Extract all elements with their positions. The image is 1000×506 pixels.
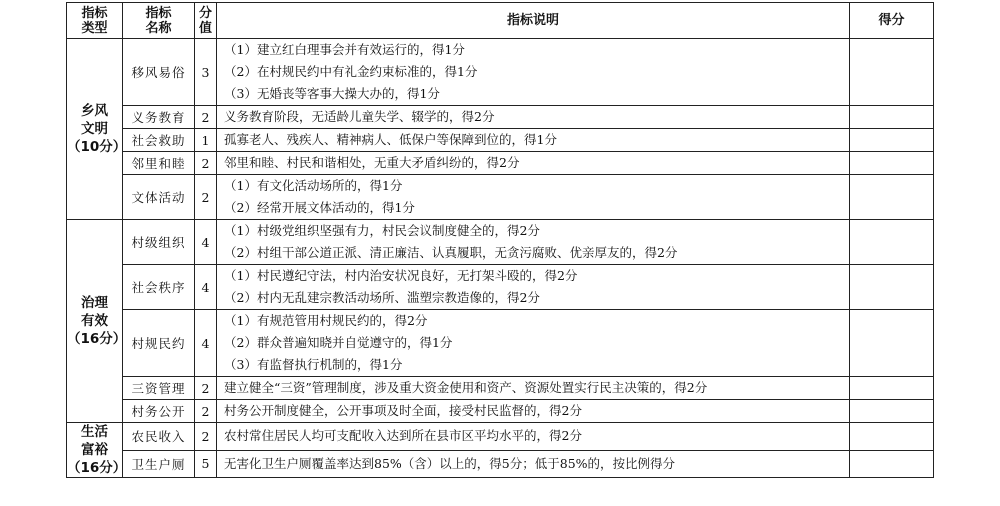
description-line: （1）有文化活动场所的，得1分 (224, 178, 403, 193)
description-line: （3）有监督执行机制的，得1分 (224, 357, 403, 372)
table-row (67, 106, 934, 129)
table-row (67, 175, 934, 220)
indicator-points: 2 (195, 152, 217, 175)
indicator-description (217, 152, 850, 175)
indicator-description (217, 377, 850, 400)
score-cell[interactable] (850, 265, 934, 310)
indicator-points: 1 (195, 129, 217, 152)
category-label: 乡风 文明 （10分） (67, 39, 123, 220)
table-row (67, 310, 934, 377)
table-row (67, 450, 934, 478)
score-cell[interactable] (850, 106, 934, 129)
indicator-description (217, 220, 850, 265)
header-score: 得分 (850, 3, 934, 39)
indicator-points: 2 (195, 106, 217, 129)
description-line: （2）在村规民约中有礼金约束标准的，得1分 (224, 64, 478, 79)
indicator-name: 村级组织 (123, 220, 195, 265)
score-cell[interactable] (850, 423, 934, 451)
score-cell[interactable] (850, 377, 934, 400)
description-line: （1）有规范管用村规民约的，得2分 (224, 313, 428, 328)
description-line: （2）群众普遍知晓并自觉遵守的，得1分 (224, 335, 453, 350)
score-cell[interactable] (850, 175, 934, 220)
description-line: 邻里和睦、村民和谐相处，无重大矛盾纠纷的，得2分 (224, 155, 520, 170)
indicator-description (217, 450, 850, 478)
table-row (67, 265, 934, 310)
indicator-points: 5 (195, 450, 217, 478)
indicator-name: 卫生户厕 (123, 450, 195, 478)
table-row (67, 423, 934, 451)
indicator-description (217, 423, 850, 451)
description-line: 村务公开制度健全，公开事项及时全面，接受村民监督的，得2分 (224, 403, 582, 418)
indicator-points: 2 (195, 423, 217, 451)
indicator-name: 三资管理 (123, 377, 195, 400)
score-cell[interactable] (850, 152, 934, 175)
category-label: 治理 有效 （16分） (67, 220, 123, 423)
indicator-name: 移风易俗 (123, 39, 195, 106)
score-cell[interactable] (850, 400, 934, 423)
description-line: （1）村级党组织坚强有力，村民会议制度健全的，得2分 (224, 223, 540, 238)
score-cell[interactable] (850, 39, 934, 106)
indicator-name: 社会救助 (123, 129, 195, 152)
header-name: 指标 名称 (123, 3, 195, 39)
indicator-description (217, 310, 850, 377)
indicator-name: 邻里和睦 (123, 152, 195, 175)
description-line: （1）村民遵纪守法，村内治安状况良好，无打架斗殴的，得2分 (224, 268, 578, 283)
indicator-name: 村规民约 (123, 310, 195, 377)
description-line: 义务教育阶段，无适龄儿童失学、辍学的，得2分 (224, 109, 495, 124)
score-cell[interactable] (850, 220, 934, 265)
table-row (67, 39, 934, 106)
header-type: 指标 类型 (67, 3, 123, 39)
score-cell[interactable] (850, 450, 934, 478)
indicator-points: 2 (195, 175, 217, 220)
indicator-points: 2 (195, 400, 217, 423)
description-line: （2）经常开展文体活动的，得1分 (224, 200, 415, 215)
table-row (67, 220, 934, 265)
description-line: （2）村组干部公道正派、清正廉洁、认真履职，无贪污腐败、优亲厚友的，得2分 (224, 245, 678, 260)
description-line: （2）村内无乱建宗教活动场所、滥塑宗教造像的，得2分 (224, 290, 540, 305)
score-cell[interactable] (850, 310, 934, 377)
indicator-description (217, 265, 850, 310)
indicator-name: 义务教育 (123, 106, 195, 129)
indicator-description (217, 400, 850, 423)
description-line: 建立健全“三资”管理制度，涉及重大资金使用和资产、资源处置实行民主决策的，得2分 (224, 380, 708, 395)
indicator-points: 4 (195, 310, 217, 377)
table-row (67, 400, 934, 423)
indicator-description (217, 129, 850, 152)
indicator-description (217, 175, 850, 220)
category-label: 生活 富裕 （16分） (67, 424, 127, 476)
description-line: （1）建立红白理事会并有效运行的，得1分 (224, 42, 465, 57)
indicator-description (217, 106, 850, 129)
header-value: 分 值 (195, 3, 217, 39)
table-row (67, 129, 934, 152)
description-line: 孤寡老人、残疾人、精神病人、低保户等保障到位的，得1分 (224, 132, 557, 147)
indicator-name: 文体活动 (123, 175, 195, 220)
indicator-description (217, 39, 850, 106)
indicator-name: 农民收入 (123, 423, 195, 451)
table-row (67, 152, 934, 175)
indicator-points: 4 (195, 220, 217, 265)
indicator-name: 村务公开 (123, 400, 195, 423)
score-cell[interactable] (850, 129, 934, 152)
table-row (67, 377, 934, 400)
indicator-name: 社会秩序 (123, 265, 195, 310)
description-line: 无害化卫生户厕覆盖率达到85%（含）以上的，得5分；低于85%的，按比例得分 (224, 455, 676, 471)
description-line: 农村常住居民人均可支配收入达到所在县市区平均水平的，得2分 (224, 428, 582, 444)
description-line: （3）无婚丧等客事大操大办的，得1分 (224, 86, 440, 101)
scoring-table (66, 2, 934, 478)
indicator-points: 2 (195, 377, 217, 400)
indicator-points: 3 (195, 39, 217, 106)
header-description: 指标说明 (217, 3, 850, 39)
indicator-points: 4 (195, 265, 217, 310)
header-row (67, 3, 934, 39)
